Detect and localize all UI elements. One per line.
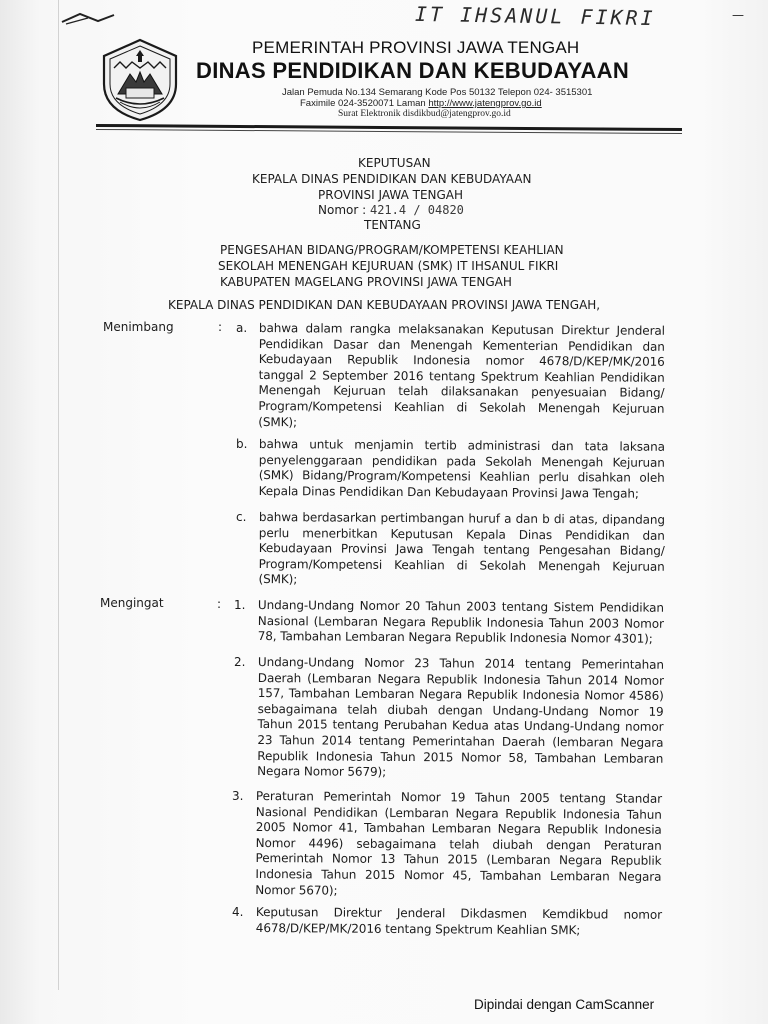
letterhead-government: PEMERINTAH PROVINSI JAWA TENGAH xyxy=(252,38,580,57)
decree-subject-line: KABUPATEN MAGELANG PROVINSI JAWA TENGAH xyxy=(220,275,512,289)
pen-scribble-mark xyxy=(58,6,128,30)
recalling-item: Keputusan Direktur Jenderal Dikdasmen Kemdikbud nomor 4678/D/KEP/MK/2016 tentang Spektrum Keahlian SMK; xyxy=(255,905,662,937)
corner-tick-mark: — xyxy=(732,8,744,22)
decree-number xyxy=(318,203,464,219)
decree-number-label: Nomor : xyxy=(318,203,367,217)
recalling-label: Mengingat xyxy=(100,596,164,610)
decree-preamble: KEPALA DINAS PENDIDIKAN DAN KEBUDAYAAN PROVINSI JAWA TENGAH, xyxy=(168,298,601,312)
recalling-marker: 3. xyxy=(232,789,244,803)
letterhead-email: Surat Elektronik disdikbud@jatengprov.go.id xyxy=(338,109,511,119)
considering-marker: c. xyxy=(236,510,247,524)
recalling-item: Peraturan Pemerintah Nomor 19 Tahun 2005 tentang Standar Nasional Pendidikan (Lembaran Negara Republik Indonesia Tahun 2005 Nomor 41, Tambahan Lembaran Negara Republik Indonesia Nomor 4496) sebagaimana telah diubah dengan Peraturan Pemerintah Nomor 13 Tahun 2015 (Lembaran Negara Republik Indonesia Tahun 2015 Nomor 45, Tambahan Lembaran Negara Nomor 5670); xyxy=(255,789,662,898)
recalling-item: Undang-Undang Nomor 20 Tahun 2003 tentang Sistem Pendidikan Nasional (Lembaran Negara Republik Indonesia Tahun 2003 Nomor 78, Tambahan Lembaran Negara Republik Indonesia Nomor 4301); xyxy=(257,598,664,646)
decree-subject-line: PENGESAHAN BIDANG/PROGRAM/KOMPETENSI KEAHLIAN xyxy=(220,243,564,257)
page-fold-line xyxy=(58,0,59,990)
recalling-colon: : xyxy=(217,597,222,611)
decree-number-value: 421.4 / 04820 xyxy=(369,203,464,217)
considering-colon: : xyxy=(218,320,223,334)
considering-item: bahwa berdasarkan pertimbangan huruf a dan b di atas, dipandang perlu menerbitkan Keputusan Kepala Dinas Pendidikan dan Kebudayaan Provinsi Jawa Tengah tentang Pengesahan Bidang/ Program/Kompetensi Keahlian di Sekolah Menengah Kejuruan (SMK); xyxy=(258,510,665,587)
letterhead-contact xyxy=(300,98,542,109)
decree-title: KEPUTUSAN xyxy=(358,156,431,170)
scanner-watermark: Dipindai dengan CamScanner xyxy=(474,997,655,1012)
considering-label: Menimbang xyxy=(103,320,174,334)
decree-issuer-province: PROVINSI JAWA TENGAH xyxy=(318,188,464,202)
letterhead-fax: Faximile 024-3520071 Laman xyxy=(300,98,429,109)
decree-issuer: KEPALA DINAS PENDIDIKAN DAN KEBUDAYAAN xyxy=(252,172,532,186)
recalling-marker: 4. xyxy=(232,905,244,919)
considering-item: bahwa untuk menjamin tertib administrasi dan tata laksana penyelenggaraan pendidikan pada Sekolah Menengah Kejuruan (SMK) Bidang/Program/Kompetensi Keahlian perlu disahkan oleh Kepala Dinas Pendidikan Dan Kebudayaan Provinsi Jawa Tengah; xyxy=(258,437,665,501)
jawa-tengah-emblem-icon xyxy=(96,38,184,122)
handwritten-note: IT IHSANUL FIKRI xyxy=(414,1,656,31)
decree-subject-line: SEKOLAH MENENGAH KEJURUAN (SMK) IT IHSANUL FIKRI xyxy=(218,259,559,273)
decree-about: TENTANG xyxy=(364,218,421,232)
recalling-marker: 1. xyxy=(234,598,246,612)
considering-marker: b. xyxy=(236,437,248,451)
website-link[interactable]: http://www.jatengprov.go.id xyxy=(428,98,542,109)
considering-marker: a. xyxy=(236,321,248,335)
recalling-item: Undang-Undang Nomor 23 Tahun 2014 tentang Pemerintahan Daerah (Lembaran Negara Republik Indonesia Tahun 2014 Nomor 157, Tambahan Lembaran Negara Republik Indonesia Nomor 4586) sebagaimana telah diubah dengan Undang-Undang Nomor 19 Tahun 2015 tentang Perubahan Kedua atas Undang-Undang nomor 23 Tahun 2014 tentang Pemerintahan Daerah (lembaran Negara Republik Indonesia Tahun 2015 Nomor 58, Tambahan Lembaran Negara Nomor 5679); xyxy=(257,655,664,780)
letterhead-agency: DINAS PENDIDIKAN DAN KEBUDAYAAN xyxy=(196,58,630,83)
letterhead-address: Jalan Pemuda No.134 Semarang Kode Pos 50132 Telepon 024- 3515301 xyxy=(282,87,593,98)
recalling-marker: 2. xyxy=(234,655,246,669)
considering-item: bahwa dalam rangka melaksanakan Keputusan Direktur Jenderal Pendidikan Dasar dan Menengah Kementerian Pendidikan dan Kebudayaan Republik Indonesia nomor 4678/D/KEP/MK/2016 tanggal 2 September 2016 tentang Spektrum Keahlian Pendidikan Menengah Kejuruan telah dilaksanakan penyesuaian Bidang/ Program/Kompetensi Keahlian di Sekolah Menengah Kejuruan (SMK); xyxy=(258,321,665,429)
